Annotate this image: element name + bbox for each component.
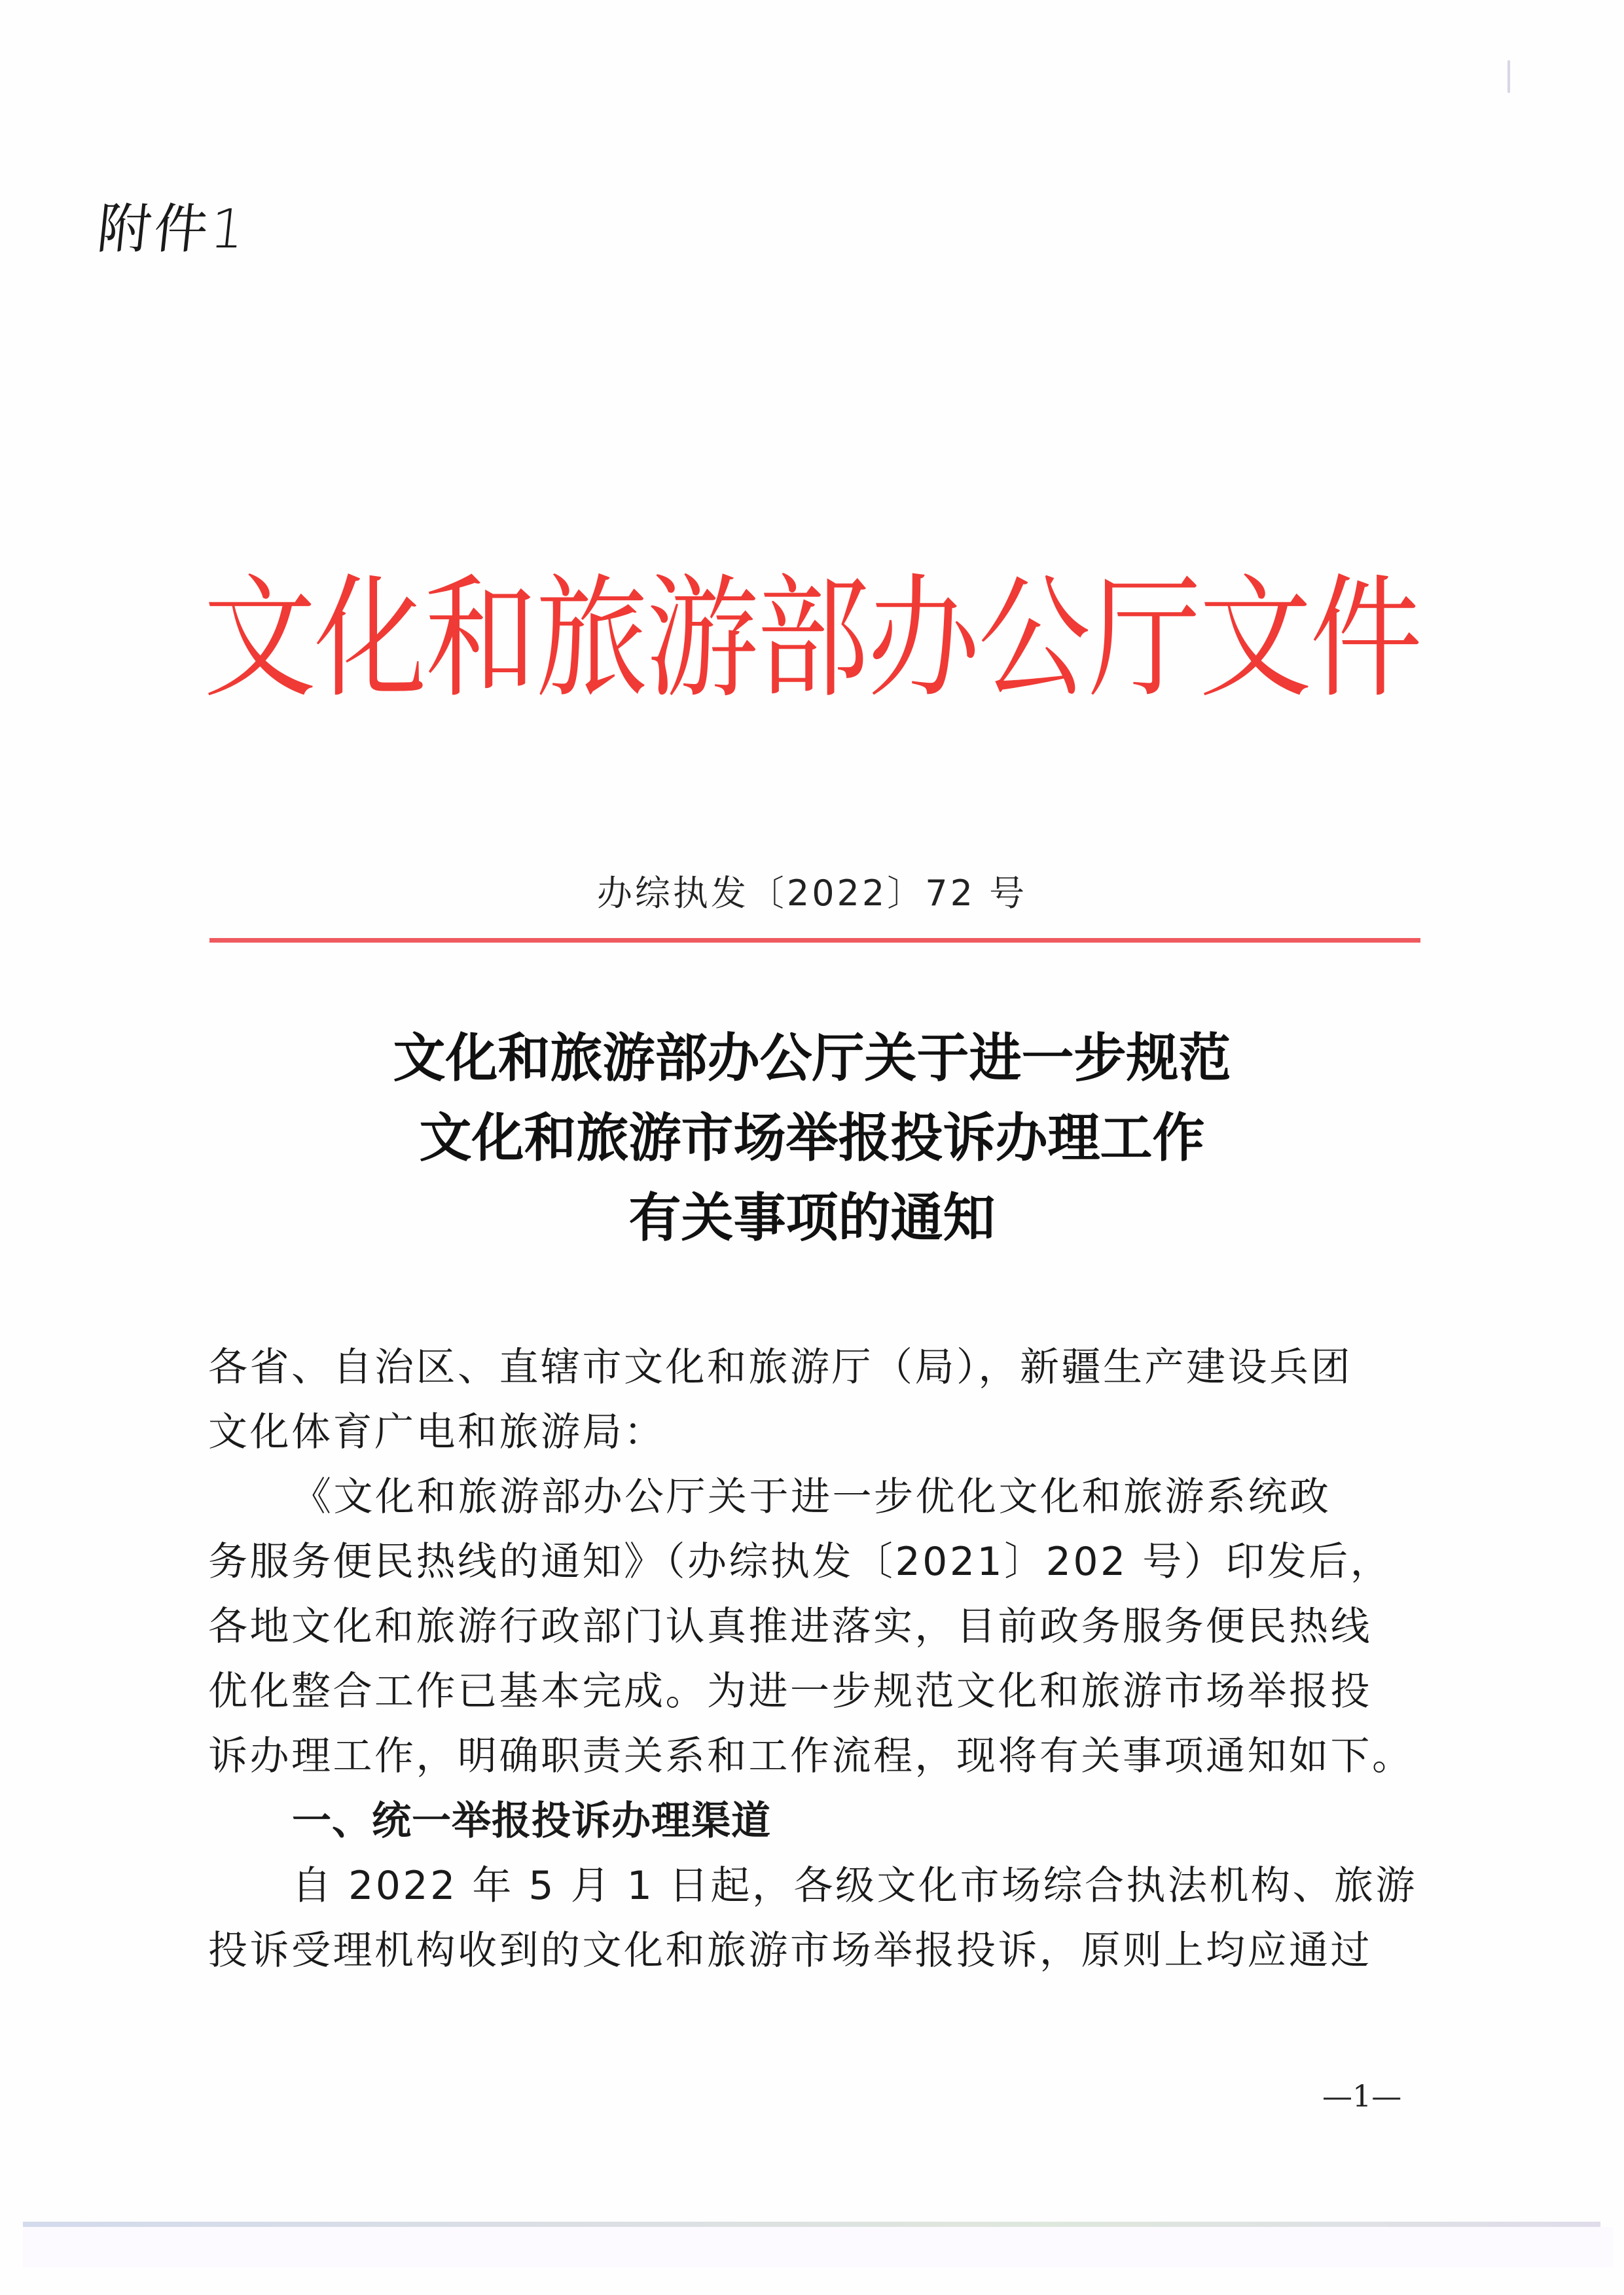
- section-1-heading: 一、统一举报投诉办理渠道: [292, 1798, 771, 1844]
- intro-line-2: 务服务便民热线的通知》（办综执发〔2021〕202 号）印发后，: [208, 1539, 1392, 1585]
- intro-line-4: 优化整合工作已基本完成。为进一步规范文化和旅游市场举报投: [208, 1669, 1372, 1714]
- document-title: [0, 1018, 1624, 1257]
- scan-artifact-mark: [1507, 60, 1510, 93]
- issuer-masthead: 文化和旅游部办公厅文件: [204, 560, 1420, 716]
- title-line-3: 有关事项的通知: [628, 1187, 996, 1248]
- document-body: [208, 1335, 1424, 1983]
- intro-line-3: 各地文化和旅游行政部门认真推进落实，目前政务服务便民热线: [208, 1604, 1372, 1650]
- red-divider-rule: [209, 938, 1420, 943]
- handwritten-attachment-label: 附件1: [94, 198, 251, 261]
- section-1-line-1: 自 2022 年 5 月 1 日起，各级文化市场综合执法机构、旅游: [292, 1863, 1417, 1909]
- scan-edge-line: [23, 2222, 1600, 2227]
- document-number: 办综执发〔2022〕72 号: [596, 873, 1028, 914]
- title-line-2: 文化和旅游市场举报投诉办理工作: [419, 1107, 1205, 1168]
- page-number: —1—: [1322, 2078, 1402, 2114]
- intro-line-1: 《文化和旅游部办公厅关于进一步优化文化和旅游系统政: [292, 1474, 1331, 1520]
- title-line-1: 文化和旅游部办公厅关于进一步规范: [393, 1027, 1231, 1089]
- addressee-line-1: 各省、自治区、直辖市文化和旅游厅（局），新疆生产建设兵团: [208, 1345, 1352, 1390]
- intro-line-5: 诉办理工作，明确职责关系和工作流程，现将有关事项通知如下。: [208, 1733, 1414, 1779]
- scan-footer-band: [23, 2227, 1614, 2268]
- addressee-line-2: 文化体育广电和旅游局：: [208, 1409, 666, 1455]
- section-1-line-2: 投诉受理机构收到的文化和旅游市场举报投诉，原则上均应通过: [208, 1928, 1372, 1974]
